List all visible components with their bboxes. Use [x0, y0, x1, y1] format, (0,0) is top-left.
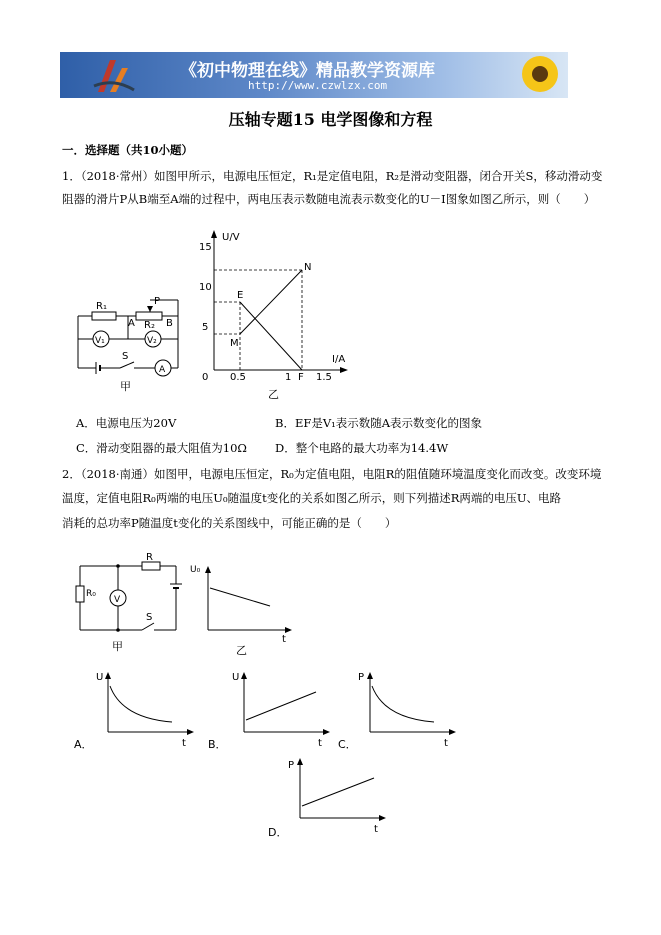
q2-u0-graph [190, 560, 296, 658]
q1-option-c[interactable]: C．滑动变阻器的最大阻值为10Ω [76, 441, 247, 455]
option-b-ylabel: U [232, 672, 240, 683]
q1-circuit-diagram [70, 292, 190, 392]
q1-line-2: 阻器的滑片P从B端至A端的过程中，两电压表示数随电流表示数变化的U－I图象如图乙所示，则（ ） [62, 192, 596, 206]
xtick-0-5: 0.5 [230, 372, 246, 383]
q2-graph-ylabel: U₀ [190, 565, 201, 575]
label-r0: R₀ [86, 589, 96, 599]
q1-graph-ylabel: U/V [222, 232, 240, 243]
q1-graph-caption: 乙 [268, 388, 279, 401]
option-b-letter: B． [208, 738, 227, 751]
page-title: 压轴专题15 电学图像和方程 [228, 110, 433, 129]
option-c-letter: C． [338, 738, 357, 751]
q1-graph-xlabel: I/A [332, 354, 346, 365]
q2-circuit-caption: 甲 [112, 640, 123, 653]
option-d-letter: D． [268, 826, 288, 839]
q2-graph-xlabel: t [282, 634, 286, 645]
ytick-0: 0 [202, 372, 209, 383]
q2-graph-caption: 乙 [236, 644, 247, 657]
voltmeter-v1-icon: V₁ [95, 336, 105, 346]
q2-line-3: 消耗的总功率P随温度t变化的关系图线中，可能正确的是（ ） [62, 516, 397, 530]
option-a-xlabel: t [182, 738, 186, 749]
sunflower-icon [510, 52, 568, 98]
option-c-ylabel: P [358, 672, 365, 683]
xtick-1: 1 [285, 372, 292, 383]
point-e: E [237, 290, 244, 301]
option-d-ylabel: P [288, 760, 295, 771]
option-a-ylabel: U [96, 672, 104, 683]
label-switch-s: S [146, 612, 153, 623]
q1-line-1: 1．（2018·常州）如图甲所示，电源电压恒定，R₁是定值电阻，R₂是滑动变阻器，闭合开关S，移动滑动变 [62, 169, 603, 183]
q2-line-1: 2．（2018·南通）如图甲，电源电压恒定，R₀为定值电阻，电阻R的阻值随环境温度变化而改变。改变环境 [62, 467, 602, 481]
label-r: R [146, 552, 153, 563]
q2-line-2: 温度，定值电阻R₀两端的电压U₀随温度t变化的关系如图乙所示，则下列描述R两端的电压U、电路 [62, 491, 562, 505]
q1-option-b[interactable]: B．EF是V₁表示数随A表示数变化的图象 [275, 416, 483, 430]
q2-option-c-graph[interactable] [336, 666, 466, 752]
q2-option-b-graph[interactable] [206, 666, 336, 752]
header-banner [60, 52, 568, 98]
voltmeter-icon: V [114, 595, 121, 605]
label-switch: S [122, 351, 129, 362]
xtick-1-5: 1.5 [316, 372, 332, 383]
q1-ui-graph [192, 228, 362, 406]
ytick-15: 15 [199, 242, 212, 253]
option-a-letter: A． [74, 738, 93, 751]
option-c-xlabel: t [444, 738, 448, 749]
banner-url[interactable]: http://www.czwlzx.com [248, 79, 388, 92]
label-b-end: B [166, 318, 173, 329]
option-d-xlabel: t [374, 824, 378, 835]
q1-circuit-caption: 甲 [120, 380, 131, 393]
point-n: N [304, 262, 312, 273]
ytick-10: 10 [199, 282, 212, 293]
ytick-5: 5 [202, 322, 209, 333]
label-a-end: A [128, 318, 135, 329]
logo-icon [90, 56, 138, 96]
q2-option-a-graph[interactable] [72, 666, 202, 752]
option-b-xlabel: t [318, 738, 322, 749]
voltmeter-v2-icon: V₂ [147, 336, 157, 346]
q1-option-a[interactable]: A．电源电压为20V [76, 416, 177, 430]
label-p: P [154, 296, 161, 307]
q2-option-d-graph[interactable] [266, 756, 396, 840]
point-m: M [230, 338, 239, 349]
banner-title: 《初中物理在线》精品教学资源库 [180, 61, 435, 81]
label-r1: R₁ [96, 301, 107, 312]
q2-circuit-diagram [72, 550, 188, 656]
q1-option-d[interactable]: D．整个电路的最大功率为14.4W [275, 441, 449, 455]
section-heading: 一．选择题（共10小题） [62, 143, 194, 157]
point-f: F [298, 372, 304, 383]
ammeter-icon: A [159, 365, 166, 375]
label-r2: R₂ [144, 320, 155, 331]
